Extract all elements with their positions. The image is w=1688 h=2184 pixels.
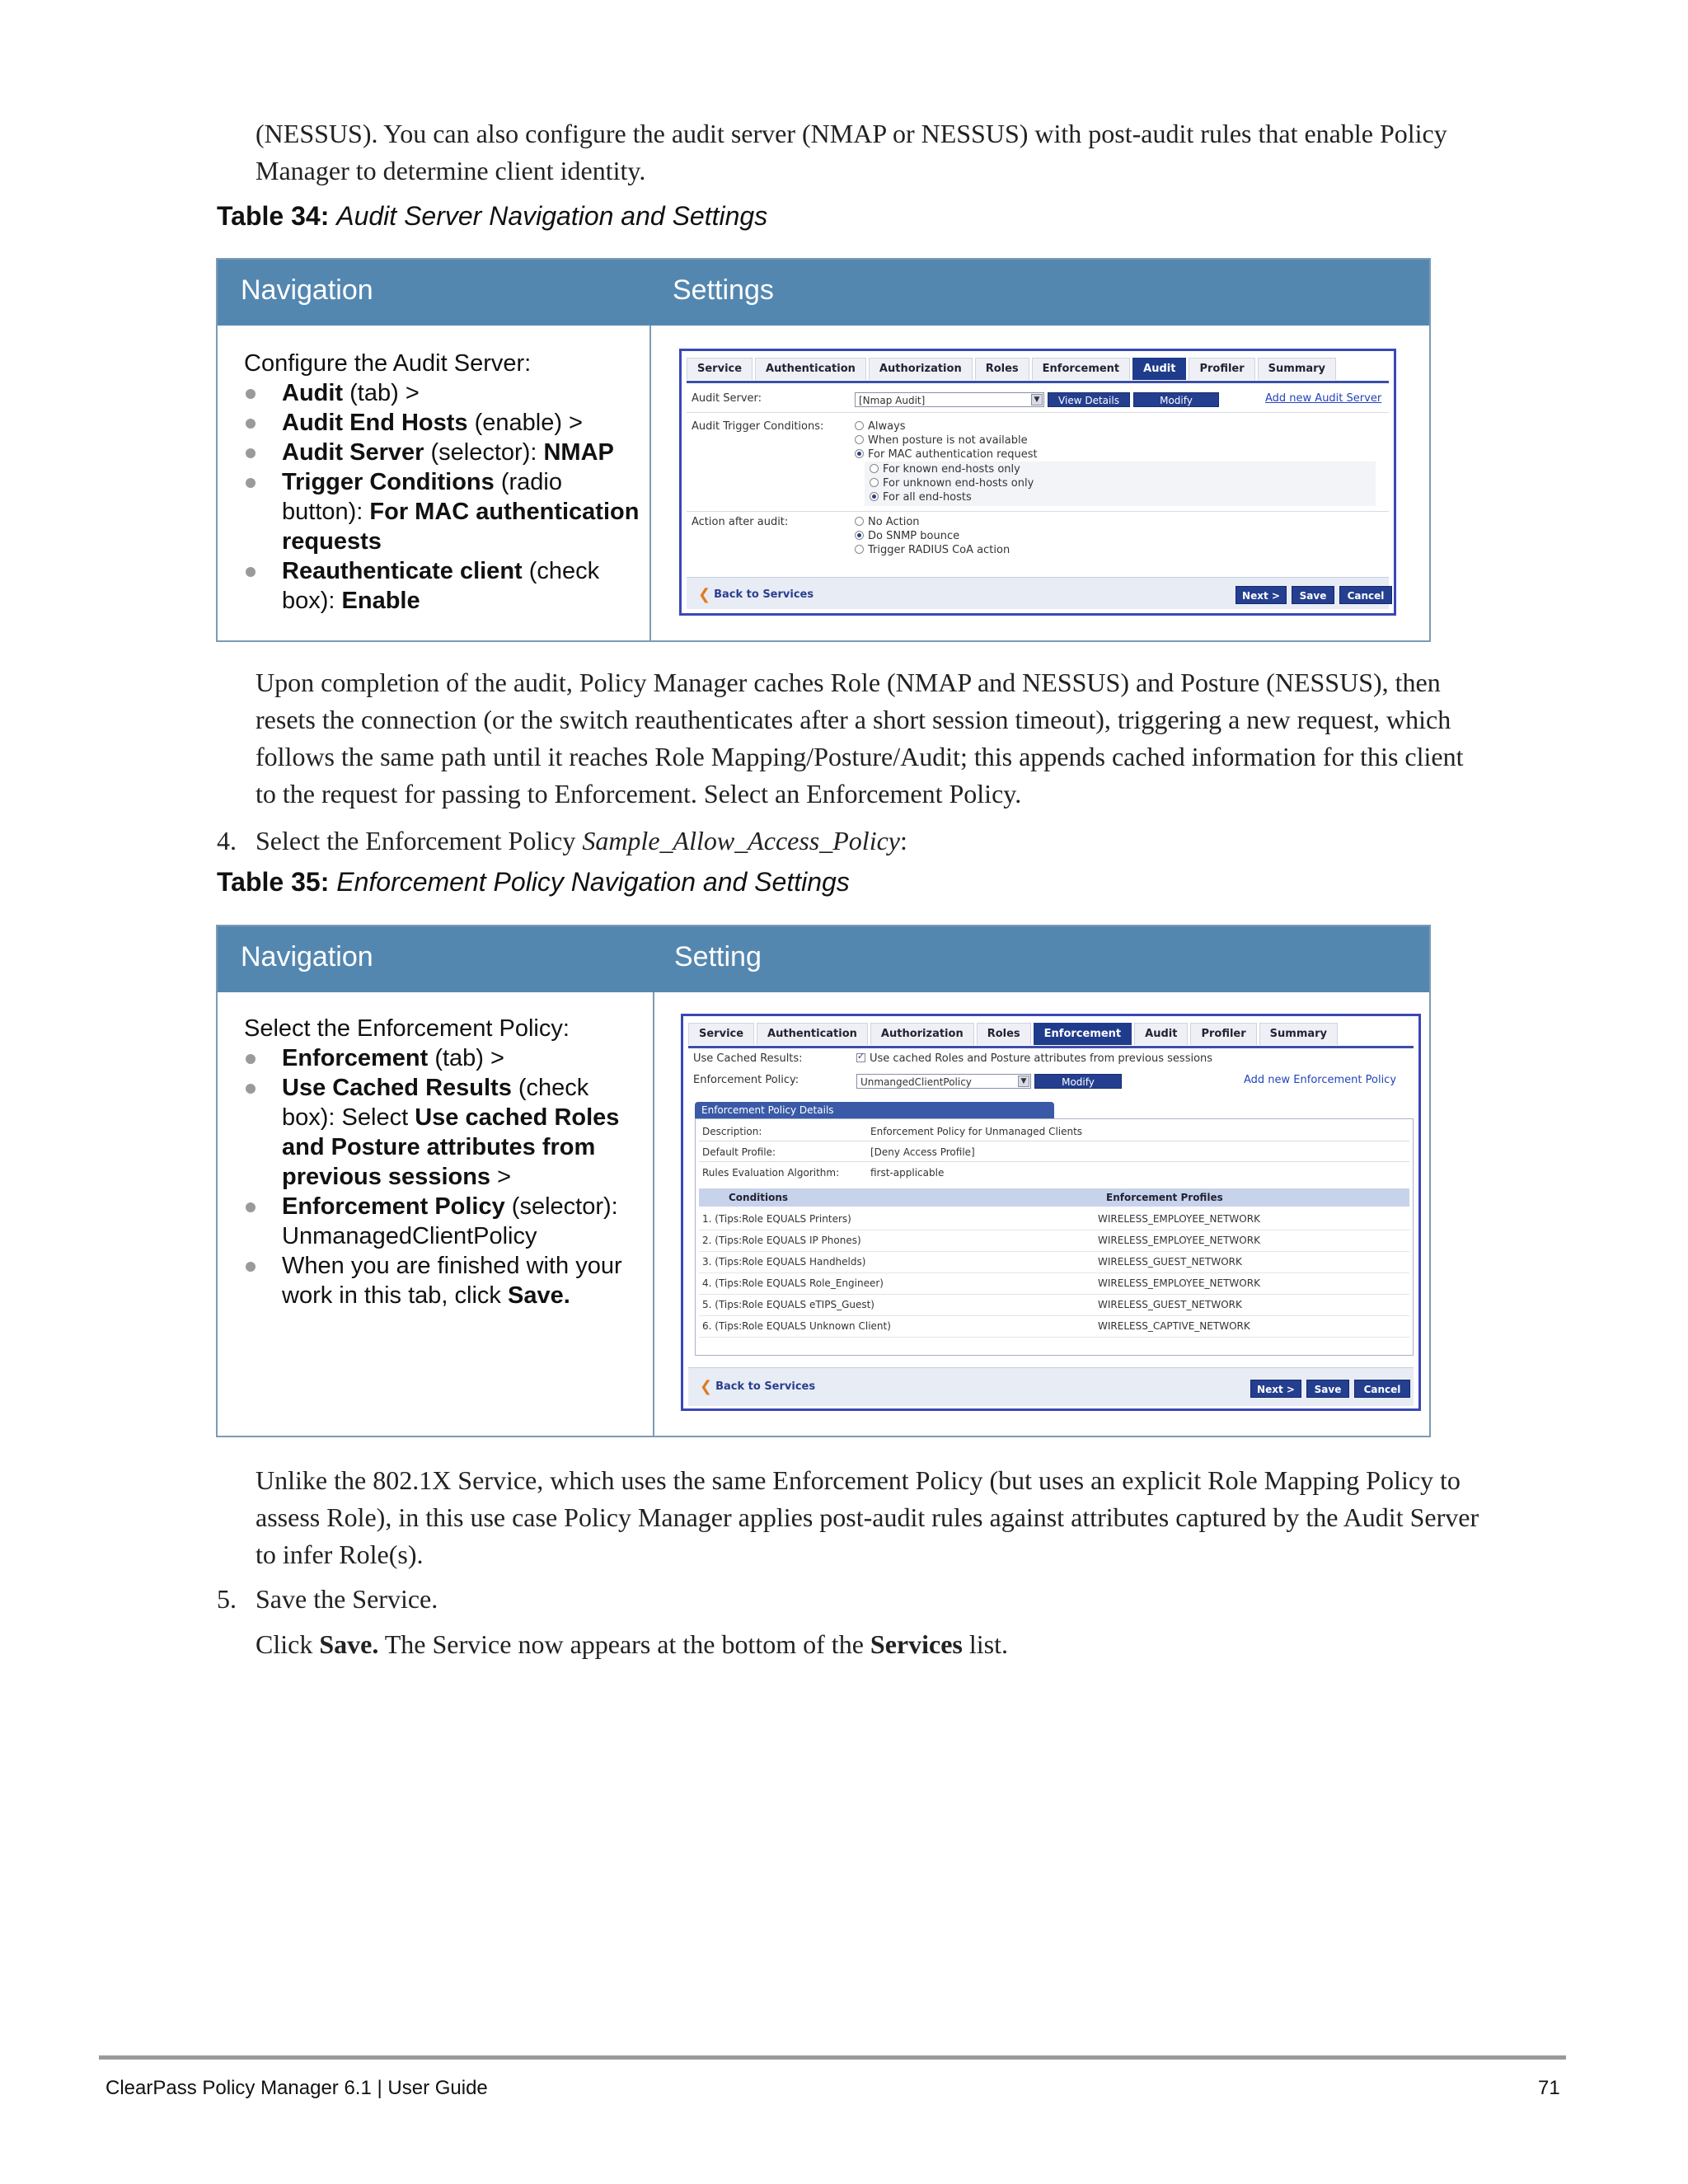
- table-34-divider: [649, 326, 651, 640]
- unlike-line-3: to infer Role(s).: [256, 1540, 424, 1569]
- completion-line-2: resets the connection (or the switch reauthenticates after a short session timeout), triggering a new request, which: [256, 705, 1451, 734]
- radio-icon: [855, 545, 864, 554]
- table-row[interactable]: 4. (Tips:Role EQUALS Role_Engineer) WIRELESS_EMPLOYEE_NETWORK: [699, 1272, 1409, 1295]
- tab-enforcement[interactable]: Enforcement: [1032, 358, 1131, 380]
- completion-line-3: follows the same path until it reaches Role Mapping/Posture/Audit; this appends cached information for this client: [256, 742, 1464, 771]
- audit-server-select[interactable]: [855, 392, 1044, 407]
- radio-always[interactable]: Always: [855, 420, 906, 433]
- trigger-conditions-label: Audit Trigger Conditions:: [692, 420, 824, 433]
- conditions-column: Conditions: [729, 1192, 789, 1203]
- enforcement-bottom-bar: [688, 1367, 1414, 1406]
- radio-posture-not-available[interactable]: When posture is not available: [855, 434, 1028, 447]
- chevron-left-icon: ❮: [700, 1378, 713, 1395]
- radio-selected-icon: [855, 531, 864, 540]
- table-row[interactable]: 3. (Tips:Role EQUALS Handhelds) WIRELESS_GUEST_NETWORK: [699, 1251, 1409, 1273]
- step-5-text: Save the Service.: [256, 1584, 438, 1614]
- add-audit-server-link[interactable]: Add new Audit Server: [1265, 392, 1382, 405]
- cancel-button[interactable]: Cancel: [1354, 1380, 1410, 1398]
- enforcement-policy-select[interactable]: [856, 1074, 1031, 1089]
- nav-step-use-cached-results: Use Cached Results (check box): Select Use cached Roles and Posture attributes from previous sessions >: [244, 1073, 645, 1192]
- step-5-detail: Click Save. The Service now appears at the bottom of the Services list.: [256, 1629, 1008, 1659]
- intro-line-1: (NESSUS). You can also configure the audit server (NMAP or NESSUS) with post-audit rules that enable Policy: [256, 119, 1447, 148]
- tab-enforcement[interactable]: Enforcement: [1034, 1023, 1132, 1045]
- table-34-caption-title: Audit Server Navigation and Settings: [336, 201, 768, 231]
- chevron-down-icon: ▼: [1018, 1076, 1029, 1087]
- modify-button[interactable]: Modify: [1133, 392, 1219, 407]
- table-row[interactable]: 6. (Tips:Role EQUALS Unknown Client) WIRELESS_CAPTIVE_NETWORK: [699, 1315, 1409, 1338]
- tab-roles[interactable]: Roles: [975, 358, 1029, 380]
- tab-authentication[interactable]: Authentication: [755, 358, 866, 380]
- table-35-header-setting: Setting: [674, 941, 762, 972]
- footer-title: ClearPass Policy Manager 6.1 | User Guide: [106, 2077, 488, 2099]
- table-row[interactable]: 1. (Tips:Role EQUALS Printers) WIRELESS_EMPLOYEE_NETWORK: [699, 1208, 1409, 1230]
- use-cached-results-checkbox[interactable]: ✓ Use cached Roles and Posture attributes from previous sessions: [856, 1052, 1212, 1065]
- table-34-header-navigation: Navigation: [241, 274, 373, 306]
- table-34-caption: [217, 201, 767, 232]
- table-35-header: [218, 926, 1429, 992]
- enforcement-profiles-column: Enforcement Profiles: [1106, 1192, 1223, 1203]
- chevron-left-icon: ❮: [698, 586, 711, 603]
- save-button[interactable]: Save: [1292, 586, 1334, 604]
- description-value: Enforcement Policy for Unmanaged Clients: [870, 1126, 1083, 1137]
- page-number: 71: [1538, 2077, 1560, 2099]
- table-35: [216, 925, 1431, 1437]
- divider: [699, 1161, 1409, 1162]
- radio-all-end-hosts[interactable]: For all end-hosts: [870, 491, 972, 504]
- tab-audit[interactable]: Audit: [1132, 358, 1186, 380]
- back-to-services-link[interactable]: ❮ Back to Services: [698, 586, 814, 603]
- tab-authentication[interactable]: Authentication: [757, 1023, 868, 1045]
- unlike-line-2: assess Role), in this use case Policy Manager applies post-audit rules against attributes captured by the Audit Server: [256, 1502, 1479, 1532]
- enforcement-tab-bar: [688, 1023, 1414, 1048]
- enforcement-screenshot: [681, 1014, 1421, 1411]
- unlike-paragraph: [256, 1462, 1607, 1573]
- table-35-caption: [217, 867, 850, 898]
- tab-authorization[interactable]: Authorization: [869, 358, 973, 380]
- table-34-header: [218, 260, 1429, 326]
- tab-summary[interactable]: Summary: [1259, 1023, 1338, 1045]
- add-enforcement-policy-link[interactable]: Add new Enforcement Policy: [1244, 1074, 1397, 1086]
- tab-summary[interactable]: Summary: [1258, 358, 1336, 380]
- step-4-number: 4.: [217, 826, 237, 855]
- table-35-caption-number: Table 35:: [217, 867, 330, 897]
- radio-unknown-end-hosts[interactable]: For unknown end-hosts only: [870, 477, 1034, 490]
- view-details-button[interactable]: View Details: [1048, 392, 1130, 407]
- completion-line-1: Upon completion of the audit, Policy Manager caches Role (NMAP and NESSUS) and Posture (NESSUS), then: [256, 668, 1441, 697]
- audit-bottom-bar: [687, 577, 1389, 609]
- unlike-line-1: Unlike the 802.1X Service, which uses the same Enforcement Policy (but uses an explicit Role Mapping Policy to: [256, 1465, 1461, 1495]
- tab-service[interactable]: Service: [688, 1023, 754, 1045]
- back-to-services-link[interactable]: ❮ Back to Services: [700, 1378, 816, 1395]
- nav-step-enforcement-tab: Enforcement (tab) >: [244, 1043, 645, 1073]
- description-label: Description:: [702, 1126, 762, 1137]
- default-profile-value: [Deny Access Profile]: [870, 1146, 975, 1158]
- radio-radius-coa[interactable]: Trigger RADIUS CoA action: [855, 544, 1010, 556]
- nav-step-save: When you are finished with your work in this tab, click Save.: [244, 1251, 645, 1310]
- rules-algorithm-value: first-applicable: [870, 1167, 945, 1179]
- step-5-number: 5.: [217, 1584, 237, 1614]
- tab-roles[interactable]: Roles: [977, 1023, 1031, 1045]
- radio-icon: [855, 435, 864, 444]
- policy-details-panel: [695, 1118, 1414, 1356]
- audit-tab-bar: [687, 358, 1389, 383]
- nav-intro: Configure the Audit Server:: [244, 350, 532, 377]
- radio-known-end-hosts[interactable]: For known end-hosts only: [870, 463, 1020, 476]
- table-row[interactable]: 5. (Tips:Role EQUALS eTIPS_Guest) WIRELESS_GUEST_NETWORK: [699, 1294, 1409, 1316]
- action-after-audit-label: Action after audit:: [692, 516, 789, 528]
- tab-profiler[interactable]: Profiler: [1189, 358, 1254, 380]
- nav-step-audit-tab: Audit (tab) >: [244, 378, 640, 408]
- save-button[interactable]: Save: [1306, 1380, 1349, 1398]
- default-profile-label: Default Profile:: [702, 1146, 776, 1158]
- checkbox-checked-icon: [856, 1053, 865, 1062]
- enforcement-policy-value: UnmangedClientPolicy: [860, 1076, 972, 1088]
- radio-icon: [870, 464, 879, 473]
- rules-algorithm-label: Rules Evaluation Algorithm:: [702, 1167, 840, 1179]
- intro-paragraph: [256, 115, 1591, 190]
- table-34-caption-number: Table 34:: [217, 201, 330, 231]
- next-button[interactable]: Next >: [1250, 1380, 1301, 1398]
- modify-button[interactable]: Modify: [1034, 1074, 1122, 1089]
- rules-table-header: [699, 1188, 1409, 1207]
- table-35-navigation-cell: [244, 1014, 645, 1310]
- table-35-header-navigation: Navigation: [241, 941, 373, 972]
- table-row[interactable]: 2. (Tips:Role EQUALS IP Phones) WIRELESS_EMPLOYEE_NETWORK: [699, 1230, 1409, 1252]
- tab-audit[interactable]: Audit: [1134, 1023, 1188, 1045]
- footer-rule: [99, 2055, 1566, 2060]
- nav-step-enforcement-policy: Enforcement Policy (selector): UnmanagedClientPolicy: [244, 1192, 645, 1251]
- radio-icon: [870, 478, 879, 487]
- completion-paragraph: [256, 664, 1607, 813]
- nav-step-audit-end-hosts: Audit End Hosts (enable) >: [244, 408, 640, 438]
- divider: [687, 412, 1389, 413]
- chevron-down-icon: ▼: [1031, 394, 1043, 405]
- radio-mac-auth[interactable]: For MAC authentication request: [855, 448, 1038, 461]
- nav-step-reauthenticate: Reauthenticate client (check box): Enable: [244, 556, 640, 616]
- next-button[interactable]: Next >: [1236, 586, 1287, 604]
- cancel-button[interactable]: Cancel: [1339, 586, 1392, 604]
- nav-step-audit-server: Audit Server (selector): NMAP: [244, 438, 640, 467]
- use-cached-results-label: Use Cached Results:: [693, 1052, 803, 1065]
- nav-step-trigger-conditions: Trigger Conditions (radio button): For MAC authentication requests: [244, 467, 640, 556]
- audit-server-label: Audit Server:: [692, 392, 762, 405]
- step-4-text: Select the Enforcement Policy Sample_Allow_Access_Policy:: [256, 826, 907, 855]
- radio-no-action[interactable]: No Action: [855, 516, 920, 528]
- radio-selected-icon: [855, 449, 864, 458]
- tab-authorization[interactable]: Authorization: [870, 1023, 974, 1045]
- tab-service[interactable]: Service: [687, 358, 753, 380]
- tab-profiler[interactable]: Profiler: [1190, 1023, 1256, 1045]
- table-34-navigation-cell: [244, 349, 640, 616]
- completion-line-4: to the request for passing to Enforcement. Select an Enforcement Policy.: [256, 779, 1022, 808]
- audit-screenshot: [679, 349, 1396, 616]
- divider: [687, 511, 1389, 512]
- policy-details-header: Enforcement Policy Details: [695, 1102, 1054, 1118]
- table-34: [216, 258, 1431, 642]
- radio-snmp-bounce[interactable]: Do SNMP bounce: [855, 530, 959, 542]
- table-35-divider: [653, 992, 654, 1436]
- radio-icon: [855, 421, 864, 430]
- radio-selected-icon: [870, 492, 879, 501]
- radio-icon: [855, 517, 864, 526]
- table-35-caption-title: Enforcement Policy Navigation and Settings: [336, 867, 850, 897]
- table-34-header-settings: Settings: [673, 274, 774, 306]
- nav-intro: Select the Enforcement Policy:: [244, 1015, 570, 1042]
- audit-server-value: [Nmap Audit]: [859, 395, 926, 406]
- step-4-policy-name: Sample_Allow_Access_Policy: [582, 826, 900, 855]
- intro-line-2: Manager to determine client identity.: [256, 156, 646, 185]
- enforcement-policy-label: Enforcement Policy:: [693, 1074, 799, 1086]
